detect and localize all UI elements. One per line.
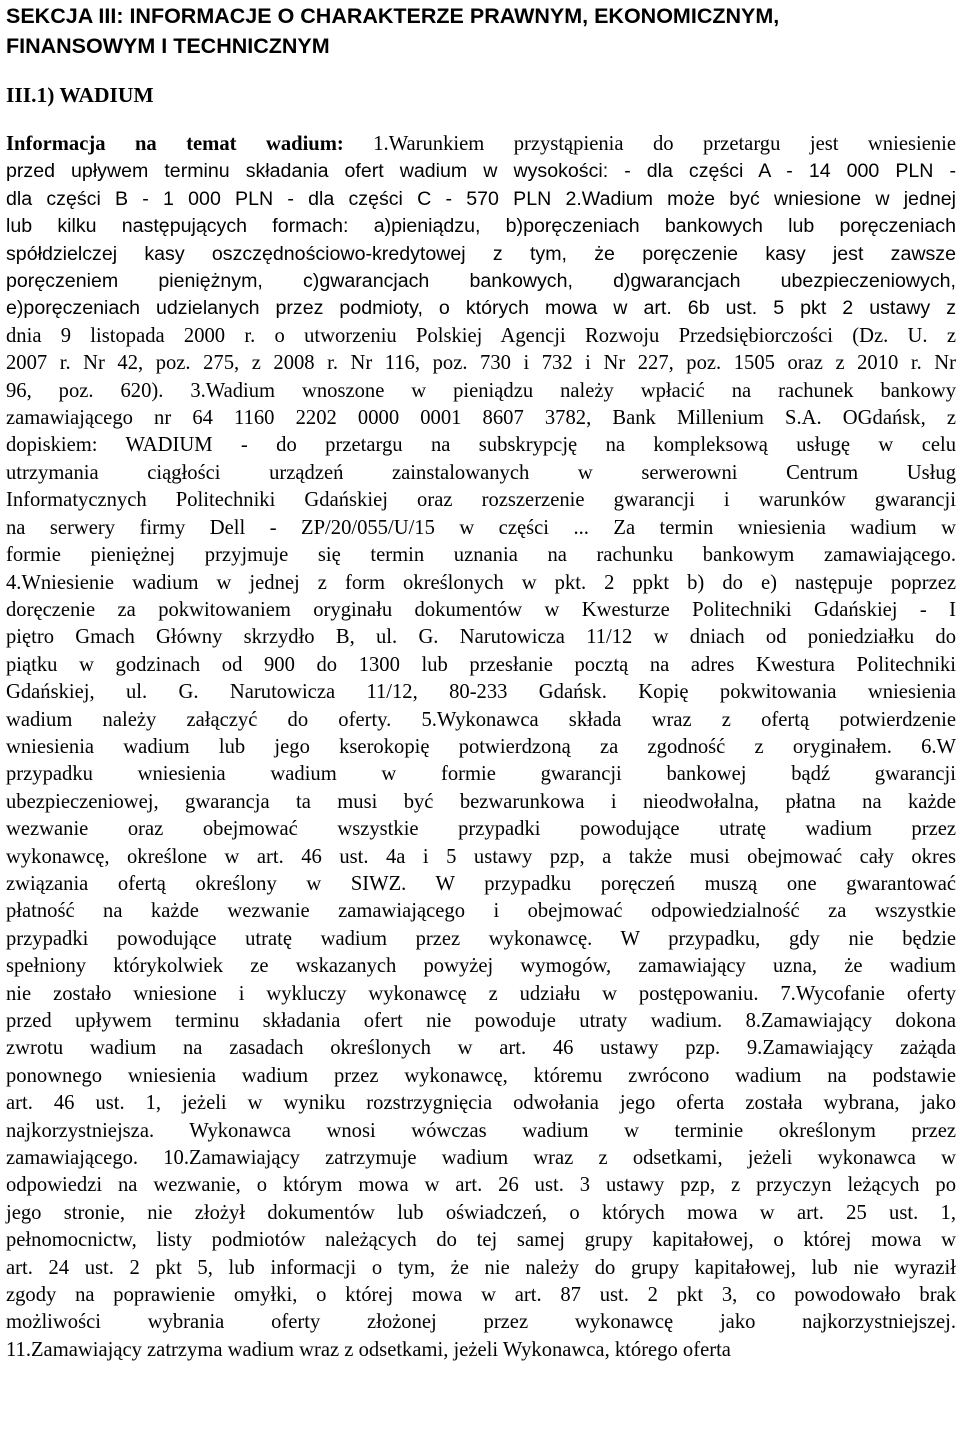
paragraph-line: wniesienia wadium lub jego kserokopię potwierdzoną za zgodność z oryginałem. 6.W [6,735,956,758]
section-heading-line-1: SEKCJA III: INFORMACJE O CHARAKTERZE PRAWNYM, EKONOMICZNYM, [6,4,780,28]
paragraph-line: lub kilku następujących formach: a)pieniądzu, b)poręczeniach bankowych lub poręczeniach [6,215,956,238]
paragraph-line: spełniony którykolwiek ze wskazanych powyżej wymogów, zamawiający uzna, że wadium [6,955,956,978]
paragraph-line: zgody na poprawienie omyłki, o której mowa w art. 87 ust. 2 pkt 3, co powodowało brak [6,1284,956,1307]
paragraph-line: 96, poz. 620). 3.Wadium wnoszone w pieniądzu należy wpłacić na rachunek bankowy [6,379,956,402]
subsection-heading: III.1) WADIUM [6,83,154,107]
paragraph-line: zamawiającego. 10.Zamawiający zatrzymuje wadium wraz z odsetkami, jeżeli wykonawca w [6,1147,956,1170]
paragraph-line: płatność na każde wezwanie zamawiającego i obejmować odpowiedzialność za wszystkie [6,900,956,923]
paragraph-line: najkorzystniejsza. Wykonawca wnosi wówczas wadium w terminie określonym przez [6,1119,956,1142]
paragraph-line: 11.Zamawiający zatrzyma wadium wraz z odsetkami, jeżeli Wykonawca, którego oferta [6,1338,731,1361]
paragraph-line: art. 46 ust. 1, jeżeli w wyniku rozstrzygnięcia odwołania jego oferta została wybrana, jako [6,1092,956,1115]
paragraph-line: ubezpieczeniowej, gwarancja ta musi być bezwarunkowa i nieodwołalna, płatna na każde [6,790,956,813]
paragraph-line: nie zostało wniesione i wykluczy wykonawcę z udziału w postępowaniu. 7.Wycofanie oferty [6,982,956,1005]
paragraph-line: odpowiedzi na wezwanie, o którym mowa w art. 26 ust. 3 ustawy pzp, z przyczyn leżących po [6,1174,956,1197]
wadium-paragraph [6,131,956,1364]
paragraph-line: przed upływem terminu składania ofert wadium w wysokości: - dla części A - 14 000 PLN - [6,160,956,183]
paragraph-line: zamawiającego nr 64 1160 2202 0000 0001 8607 3782, Bank Millenium S.A. OGdańsk, z [6,407,956,430]
paragraph-line: wykonawcę, określone w art. 46 ust. 4a i 5 ustawy pzp, a także musi obejmować cały okres [6,845,956,868]
paragraph-line: ponownego wniesienia wadium przez wykonawcę, któremu zwrócono wadium na podstawie [6,1064,956,1087]
paragraph-line: przed upływem terminu składania ofert nie powoduje utraty wadium. 8.Zamawiający dokona [6,1010,956,1032]
section-heading [6,0,956,61]
paragraph-line: jego stronie, nie złożył dokumentów lub oświadczeń, o których mowa w art. 25 ust. 1, [6,1201,956,1224]
paragraph-line: Gdańskiej, ul. G. Narutowicza 11/12, 80-233 Gdańsk. Kopię pokwitowania wniesienia [6,681,956,704]
paragraph-line: 2007 r. Nr 42, poz. 275, z 2008 r. Nr 116, poz. 730 i 732 i Nr 227, poz. 1505 oraz z 2010 r. Nr [6,352,956,375]
paragraph-line: na serwery firmy Dell - ZP/20/055/U/15 w części ... Za termin wniesienia wadium w [6,516,956,539]
paragraph-line [6,131,956,158]
paragraph-line: doręczenie za pokwitowaniem oryginału dokumentów w Kwesturze Politechniki Gdańskiej - I [6,598,956,621]
paragraph-line: wadium należy załączyć do oferty. 5.Wykonawca składa wraz z ofertą potwierdzenie [6,708,956,731]
paragraph-line: wezwanie oraz obejmować wszystkie przypadki powodujące utratę wadium przez [6,818,956,841]
paragraph-line: przypadki powodujące utratę wadium przez wykonawcę. W przypadku, gdy nie będzie [6,927,956,950]
paragraph-line: przypadku wniesienia wadium w formie gwarancji bankowej bądź gwarancji [6,763,956,786]
paragraph-line: formie pieniężnej przyjmuje się termin uznania na rachunku bankowym zamawiającego. [6,544,956,567]
paragraph-line: związania ofertą określony w SIWZ. W przypadku poręczeń muszą one gwarantować [6,872,956,895]
paragraph-line: poręczeniem pieniężnym, c)gwarancjach bankowych, d)gwarancjach ubezpieczeniowych, [6,270,956,293]
paragraph-line: art. 24 ust. 2 pkt 5, lub informacji o tym, że nie należy do grupy kapitałowej, lub nie wyraził [6,1256,956,1279]
paragraph-line-text: 1.Warunkiem przystąpienia do przetargu jest wniesienie [343,133,956,155]
paragraph-line: 4.Wniesienie wadium w jednej z form określonych w pkt. 2 ppkt b) do e) następuje poprzez [6,571,956,594]
paragraph-line: dopiskiem: WADIUM - do przetargu na subskrypcję na kompleksową usługę w celu [6,434,956,457]
paragraph-line: utrzymania ciągłości urządzeń zainstalowanych w serwerowni Centrum Usług [6,461,956,484]
paragraph-line: piątku w godzinach od 900 do 1300 lub przesłanie pocztą na adres Kwestura Politechniki [6,653,956,676]
paragraph-line: dnia 9 listopada 2000 r. o utworzeniu Polskiej Agencji Rozwoju Przedsiębiorczości (Dz. U. z [6,324,956,347]
paragraph-line: możliwości wybrania oferty złożonej przez wykonawcę jako najkorzystniejszej. [6,1311,956,1334]
paragraph-line: piętro Gmach Główny skrzydło B, ul. G. Narutowicza 11/12 w dniach od poniedziałku do [6,626,956,649]
paragraph-line: pełnomocnictw, listy podmiotów należących do tej samej grupy kapitałowej, o której mowa w [6,1229,956,1252]
paragraph-line: zwrotu wadium na zasadach określonych w art. 46 ustawy pzp. 9.Zamawiający zażąda [6,1037,956,1060]
document-page [6,0,956,1364]
paragraph-line: Informatycznych Politechniki Gdańskiej oraz rozszerzenie gwarancji i warunków gwarancji [6,489,956,512]
section-heading-line-2: FINANSOWYM I TECHNICZNYM [6,34,330,58]
paragraph-line: dla części B - 1 000 PLN - dla części C - 570 PLN 2.Wadium może być wniesione w jednej [6,187,956,210]
paragraph-label: Informacja na temat wadium: [6,133,344,155]
paragraph-line: e)poręczeniach udzielanych przez podmioty, o których mowa w art. 6b ust. 5 pkt 2 ustawy z [6,297,956,320]
paragraph-line: spółdzielczej kasy oszczędnościowo-kredytowej z tym, że poręczenie kasy jest zawsze [6,242,956,265]
